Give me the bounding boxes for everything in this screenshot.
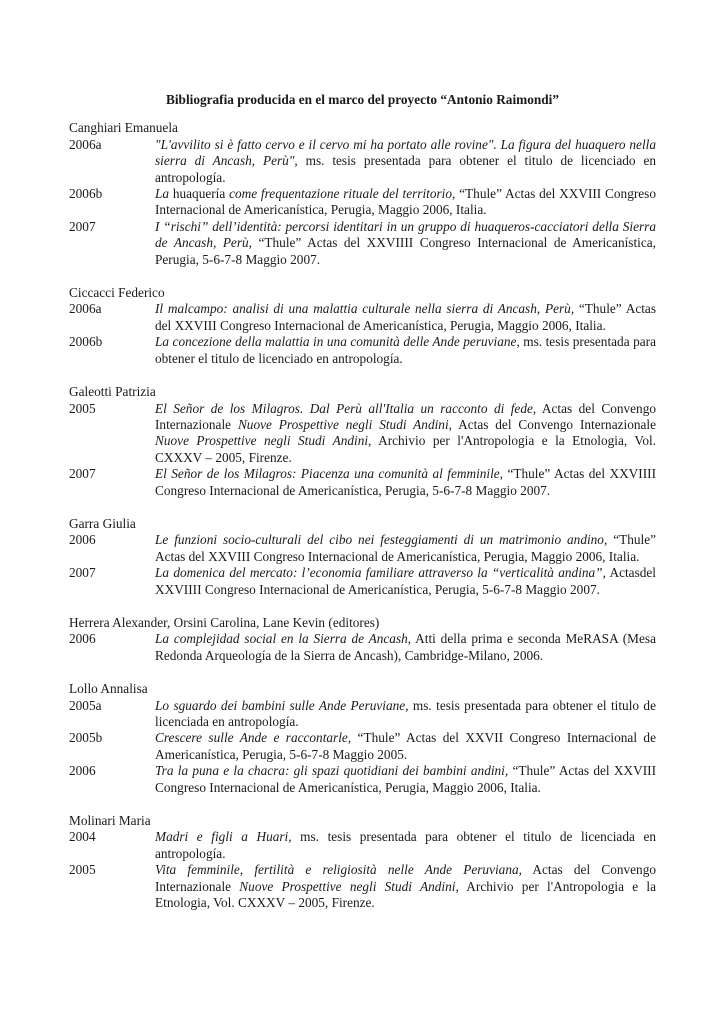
reference-title-part: Madri e figli a Huari: [155, 829, 289, 845]
entry-reference: [155, 219, 656, 268]
reference-title-part: Il malcampo: analisi di una malattia culturale nella sierra di Ancash, Perù: [155, 301, 571, 317]
author-block: [69, 384, 656, 499]
entry-year: 2004: [69, 829, 96, 845]
bibliography-entry: [69, 829, 656, 862]
entry-year: 2007: [69, 565, 96, 581]
entry-year: 2006: [69, 763, 96, 779]
reference-title-part: Lo sguardo dei bambini sulle Ande Peruviane: [155, 697, 406, 713]
reference-text-part: , “Thule” Actas del XXVIIII Congreso Internacional de Americanística, Perugia, 5-6-7-8 Maggio 2007.: [155, 466, 656, 498]
author-name: Lollo Annalisa: [69, 681, 148, 697]
reference-text-part: , “Thule” Actas del XXVIII Congreso Internacional de Americanística, Perugia, Maggio 2006, Italia.: [155, 186, 656, 218]
author-block: [69, 120, 656, 268]
reference-text-part: , “Thule” Actas del XXVIII Congreso Internacional de Americanística, Perugia, Maggio 2006, Italia.: [155, 301, 656, 333]
entry-reference: [155, 631, 656, 664]
reference-text-part: , Actas del Convengo Internazionale: [448, 416, 656, 432]
reference-title-part: "L'avvilito si è fatto cervo e il cervo mi ha portato alle rovine". La figura del huaquero nella sierra di Ancash, Perù": [155, 136, 656, 169]
author-block: [69, 516, 656, 598]
entry-year: 2007: [69, 218, 96, 234]
reference-text-part: , “Thule” Actas del XXVIII Congreso Internacional de Americanística, Perugia, Maggio 2006, Italia.: [155, 532, 657, 564]
entry-reference: [155, 401, 656, 467]
author-name: Garra Giulia: [69, 515, 136, 531]
entry-year: 2005b: [69, 730, 103, 746]
bibliography-entry: [69, 219, 656, 268]
bibliography-entry: [69, 532, 656, 565]
author-block: [69, 813, 656, 911]
bibliography-entry: [69, 466, 656, 499]
reference-text-part: , “Thule” Actas del XXVIIII Congreso Internacional de Americanística, Perugia, 5-6-7-8 Maggio 2007.: [155, 235, 656, 267]
bibliography-entry: [69, 763, 656, 796]
entry-reference: [155, 763, 656, 796]
bibliography-entry: [69, 334, 656, 367]
entry-year: 2007: [69, 466, 96, 482]
bibliography-entry: [69, 186, 656, 219]
entry-reference: [155, 829, 656, 862]
bibliography-entry: [69, 862, 656, 911]
author-list: [69, 120, 656, 911]
reference-text-part: , “Thule” Actas del XXVII Congreso Internacional de Americanística, Perugia, 5-6-7-8 Maggio 2005.: [155, 730, 656, 762]
entry-reference: [155, 137, 656, 186]
reference-text-part: , Archivio per l'Antropologia e la Etnologia, Vol. CXXXV – 2005, Firenze.: [155, 433, 656, 465]
bibliography-entry: [69, 565, 656, 598]
bibliography-entry: [69, 301, 656, 334]
entry-reference: [155, 301, 656, 334]
author-name: Galeotti Patrizia: [69, 384, 156, 400]
reference-title-part: Nuove Prospettive negli Studi Andini: [155, 433, 369, 449]
entry-year: 2006: [69, 631, 96, 647]
reference-text-part: , ms. tesis presentada para obtener el titulo de licenciada en antropología.: [155, 829, 656, 861]
entry-year: 2006: [69, 532, 96, 548]
reference-title-part: El Señor de los Milagros: Piacenza una comunità al femminile: [155, 466, 500, 482]
entry-year: 2005: [69, 862, 96, 878]
bibliography-entry: [69, 137, 656, 186]
reference-title-part: Nuove Prospettive negli Studi Andini: [239, 878, 456, 894]
reference-title-part: La: [155, 186, 173, 202]
reference-title-part: Vita femminile, fertilità e religiosità nelle Ande Peruviana: [155, 862, 519, 878]
reference-text-part: , ms. tesis presentada para obtener el titulo de licenciado en antropología.: [155, 334, 656, 366]
reference-title-part: come frequentazione rituale del territorio: [229, 186, 453, 202]
entry-reference: [155, 862, 656, 911]
entry-year: 2005a: [69, 697, 102, 713]
entry-year: 2006a: [69, 301, 102, 317]
reference-title-part: Nuove Prospettive negli Studi Andini: [237, 416, 449, 432]
reference-title-part: La domenica del mercato: l’economia familiare attraverso la “verticalità andina”: [155, 565, 603, 581]
bibliography-entry: [69, 730, 656, 763]
bibliography-entry: [69, 698, 656, 731]
author-name: Canghiari Emanuela: [69, 120, 178, 136]
reference-text-part: , ms. tesis presentada para obtener el titulo de licenciado en antropología.: [155, 153, 656, 185]
reference-title-part: I “rischi” dell’identità: percorsi identitari in un gruppo di huaqueros-cacciatori della Sierra de Ancash, Perù: [155, 218, 656, 251]
entry-year: 2005: [69, 400, 96, 416]
reference-title-part: La complejidad social en la Sierra de Ancash: [155, 631, 408, 647]
bibliography-page: [69, 92, 656, 928]
entry-year: 2006b: [69, 334, 103, 350]
reference-text-part: , Actas del Convengo Internazionale: [155, 862, 656, 894]
reference-title-part: El Señor de los Milagros. Dal Perù all'Italia un racconto di fede: [155, 400, 533, 416]
reference-text-part: , Archivio per l'Antropologia e la Etnologia, Vol. CXXXV – 2005, Firenze.: [155, 878, 657, 911]
entry-year: 2006b: [69, 186, 103, 202]
entry-reference: [155, 698, 656, 731]
author-name: Ciccacci Federico: [69, 285, 165, 301]
entry-reference: [155, 334, 656, 367]
reference-text-part: , ms. tesis presentada para obtener el titulo de licenciada en antropología.: [155, 697, 656, 729]
reference-text-part: , Atti della prima e seconda MeRASA (Mesa Redonda Arqueología de la Sierra de Ancash), Cambridge-Milano, 2006.: [155, 631, 656, 663]
entry-reference: [155, 565, 656, 598]
entry-reference: [155, 730, 656, 763]
reference-text-part: , Actas del Convengo Internazionale: [155, 400, 656, 432]
reference-title-part: Tra la puna e la chacra: gli spazi quotidiani dei bambini andini,: [155, 763, 509, 779]
reference-title-part: La concezione della malattia in una comunità delle Ande peruviane: [155, 334, 517, 350]
entry-reference: [155, 532, 656, 565]
entry-reference: [155, 186, 656, 219]
bibliography-entry: [69, 401, 656, 467]
entry-reference: [155, 466, 656, 499]
bibliography-entry: [69, 631, 656, 664]
reference-title-part: Crescere sulle Ande e raccontarle: [155, 730, 348, 746]
document-title: Bibliografia producida en el marco del proyecto “Antonio Raimondi”: [165, 92, 559, 107]
author-block: [69, 681, 656, 796]
author-block: [69, 285, 656, 367]
author-block: [69, 615, 656, 664]
reference-text-part: “Thule” Actas del XXVIII Congreso Internacional de Americanística, Perugia, Maggio 2006, Italia.: [155, 763, 656, 795]
entry-year: 2006a: [69, 136, 102, 152]
reference-title-part: Le funzioni socio-culturali del cibo nei festeggiamenti di un matrimonio andino: [155, 532, 604, 548]
author-name: Herrera Alexander, Orsini Carolina, Lane Kevin (editores): [69, 614, 380, 630]
reference-text-part: , Actasdel XXVIIII Congreso Internacional de Americanística, Perugia, 5-6-7-8 Maggio 2007.: [155, 565, 656, 597]
reference-text-part: huaquería: [172, 186, 230, 202]
author-name: Molinari Maria: [69, 813, 151, 829]
